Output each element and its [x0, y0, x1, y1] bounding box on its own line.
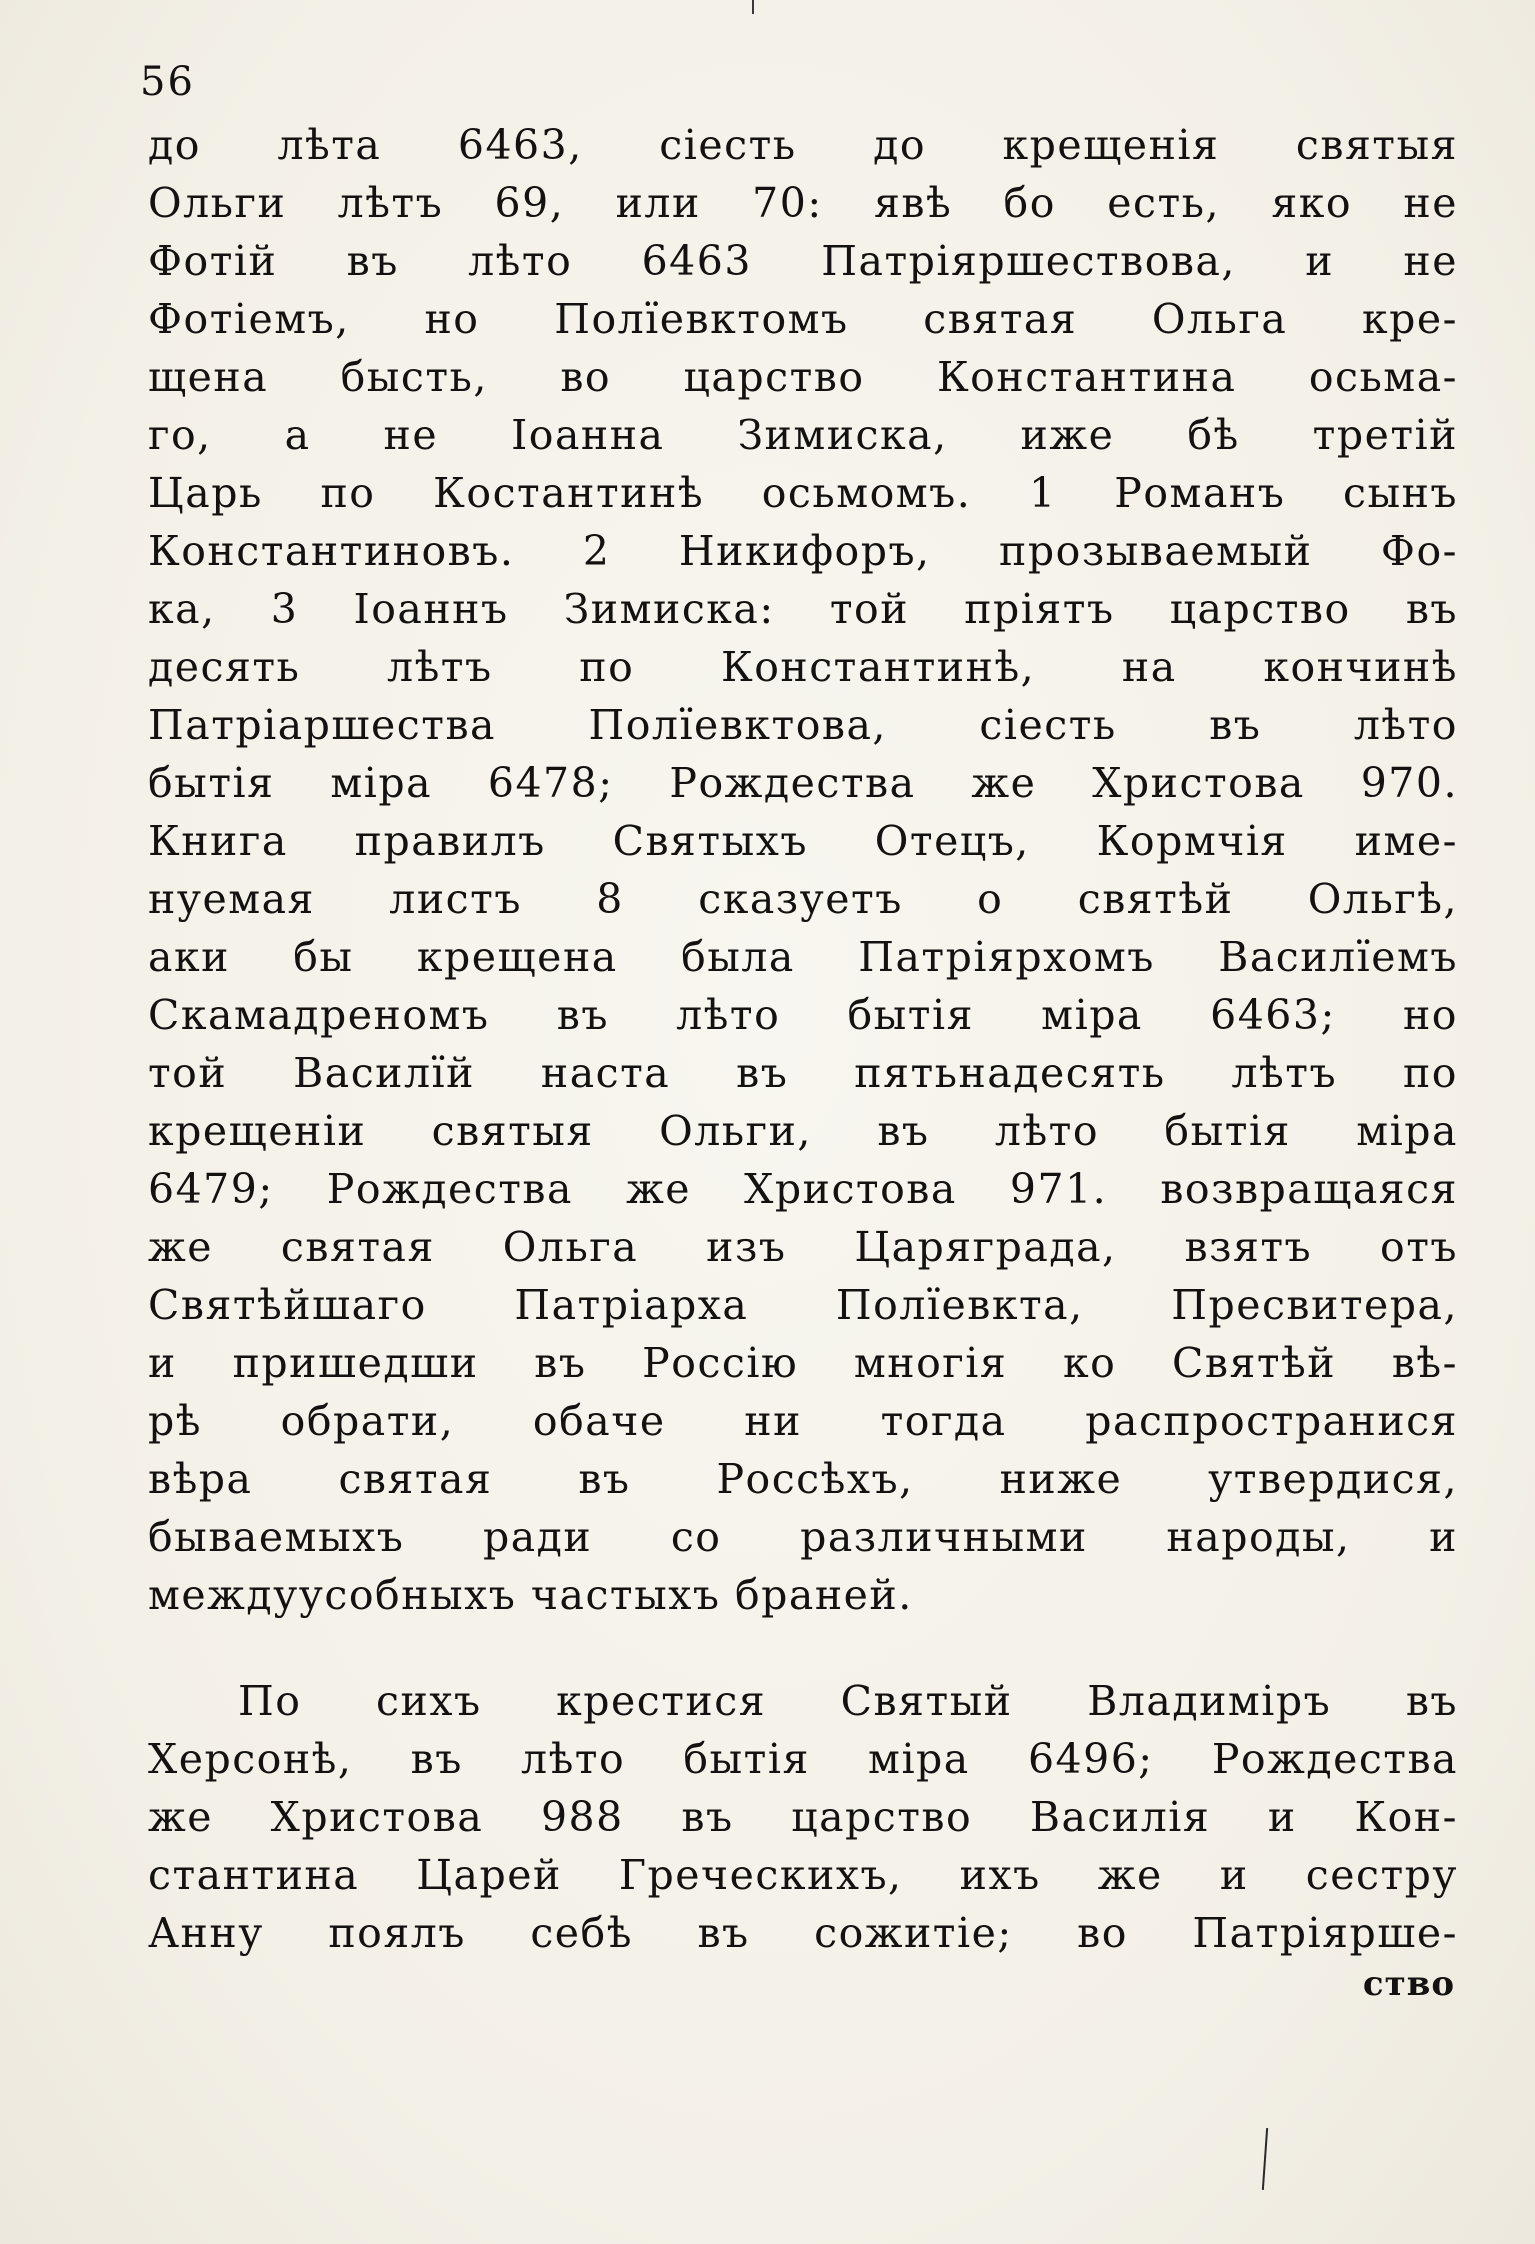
- text-line: щена бысть, во царство Константина осьма-: [148, 353, 1458, 401]
- text-line: же Христова 988 въ царство Василія и Кон-: [148, 1793, 1458, 1841]
- text-line: Фотіемъ, но Полїевктомъ святая Ольга кре-: [148, 295, 1458, 343]
- text-line: стантина Царей Греческихъ, ихъ же и сестру: [148, 1851, 1458, 1899]
- text-line: Константиновъ. 2 Никифоръ, прозываемый Фо-: [148, 527, 1458, 575]
- paper-mark-bottom: [1262, 2128, 1268, 2190]
- text-line: 6479; Рождества же Христова 971. возвращаяся: [148, 1165, 1458, 1213]
- text-line: Патріаршества Полїевктова, сіесть въ лѣто: [148, 701, 1458, 749]
- text-line: и пришедши въ Россію многія ко Святѣй вѣ-: [148, 1339, 1458, 1387]
- text-line: вѣра святая въ Россѣхъ, ниже утвердися,: [148, 1455, 1458, 1503]
- text-line: бытія міра 6478; Рождества же Христова 970.: [148, 759, 1458, 807]
- text-line: Фотій въ лѣто 6463 Патріяршествова, и не: [148, 237, 1458, 285]
- text-line: крещеніи святыя Ольги, въ лѣто бытія міра: [148, 1107, 1458, 1155]
- text-line: Книга правилъ Святыхъ Отецъ, Кормчія име-: [148, 817, 1458, 865]
- text-line: междуусобныхъ частыхъ браней.: [148, 1571, 913, 1619]
- text-line: го, а не Іоанна Зимиска, иже бѣ третій: [148, 411, 1458, 459]
- text-line: Святѣйшаго Патріарха Полїевкта, Пресвитера,: [148, 1281, 1458, 1329]
- text-line: до лѣта 6463, сіесть до крещенія святыя: [148, 121, 1458, 169]
- text-line: аки бы крещена была Патріярхомъ Василїемъ: [148, 933, 1458, 981]
- text-line: же святая Ольга изъ Царяграда, взятъ отъ: [148, 1223, 1458, 1271]
- text-line: рѣ обрати, обаче ни тогда распространися: [148, 1397, 1458, 1445]
- text-line: Ольги лѣтъ 69, или 70: явѣ бо есть, яко не: [148, 179, 1458, 227]
- text-line: Анну поялъ себѣ въ сожитіе; во Патріярше-: [148, 1909, 1458, 1957]
- text-line: Царь по Костантинѣ осьмомъ. 1 Романъ сынъ: [148, 469, 1458, 517]
- text-line: нуемая листъ 8 сказуетъ о святѣй Ольгѣ,: [148, 875, 1458, 923]
- paragraph-2: [148, 1672, 1458, 1962]
- paper-mark-top: [752, 0, 754, 14]
- text-line: десять лѣтъ по Константинѣ, на кончинѣ: [148, 643, 1458, 691]
- text-line: той Василїй наста въ пятьнадесять лѣтъ по: [148, 1049, 1458, 1097]
- text-line: Скамадреномъ въ лѣто бытія міра 6463; но: [148, 991, 1458, 1039]
- text-line: Херсонѣ, въ лѣто бытія міра 6496; Рождества: [148, 1735, 1458, 1783]
- text-line: бываемыхъ ради со различными народы, и: [148, 1513, 1458, 1561]
- text-line: По сихъ крестися Святый Владиміръ въ: [238, 1677, 1458, 1725]
- page-number: 56: [140, 59, 195, 105]
- catchword: ство: [1362, 1964, 1455, 2004]
- text-line: ка, 3 Іоаннъ Зимиска: той пріятъ царство въ: [148, 585, 1458, 633]
- paragraph-1: [148, 116, 1458, 1624]
